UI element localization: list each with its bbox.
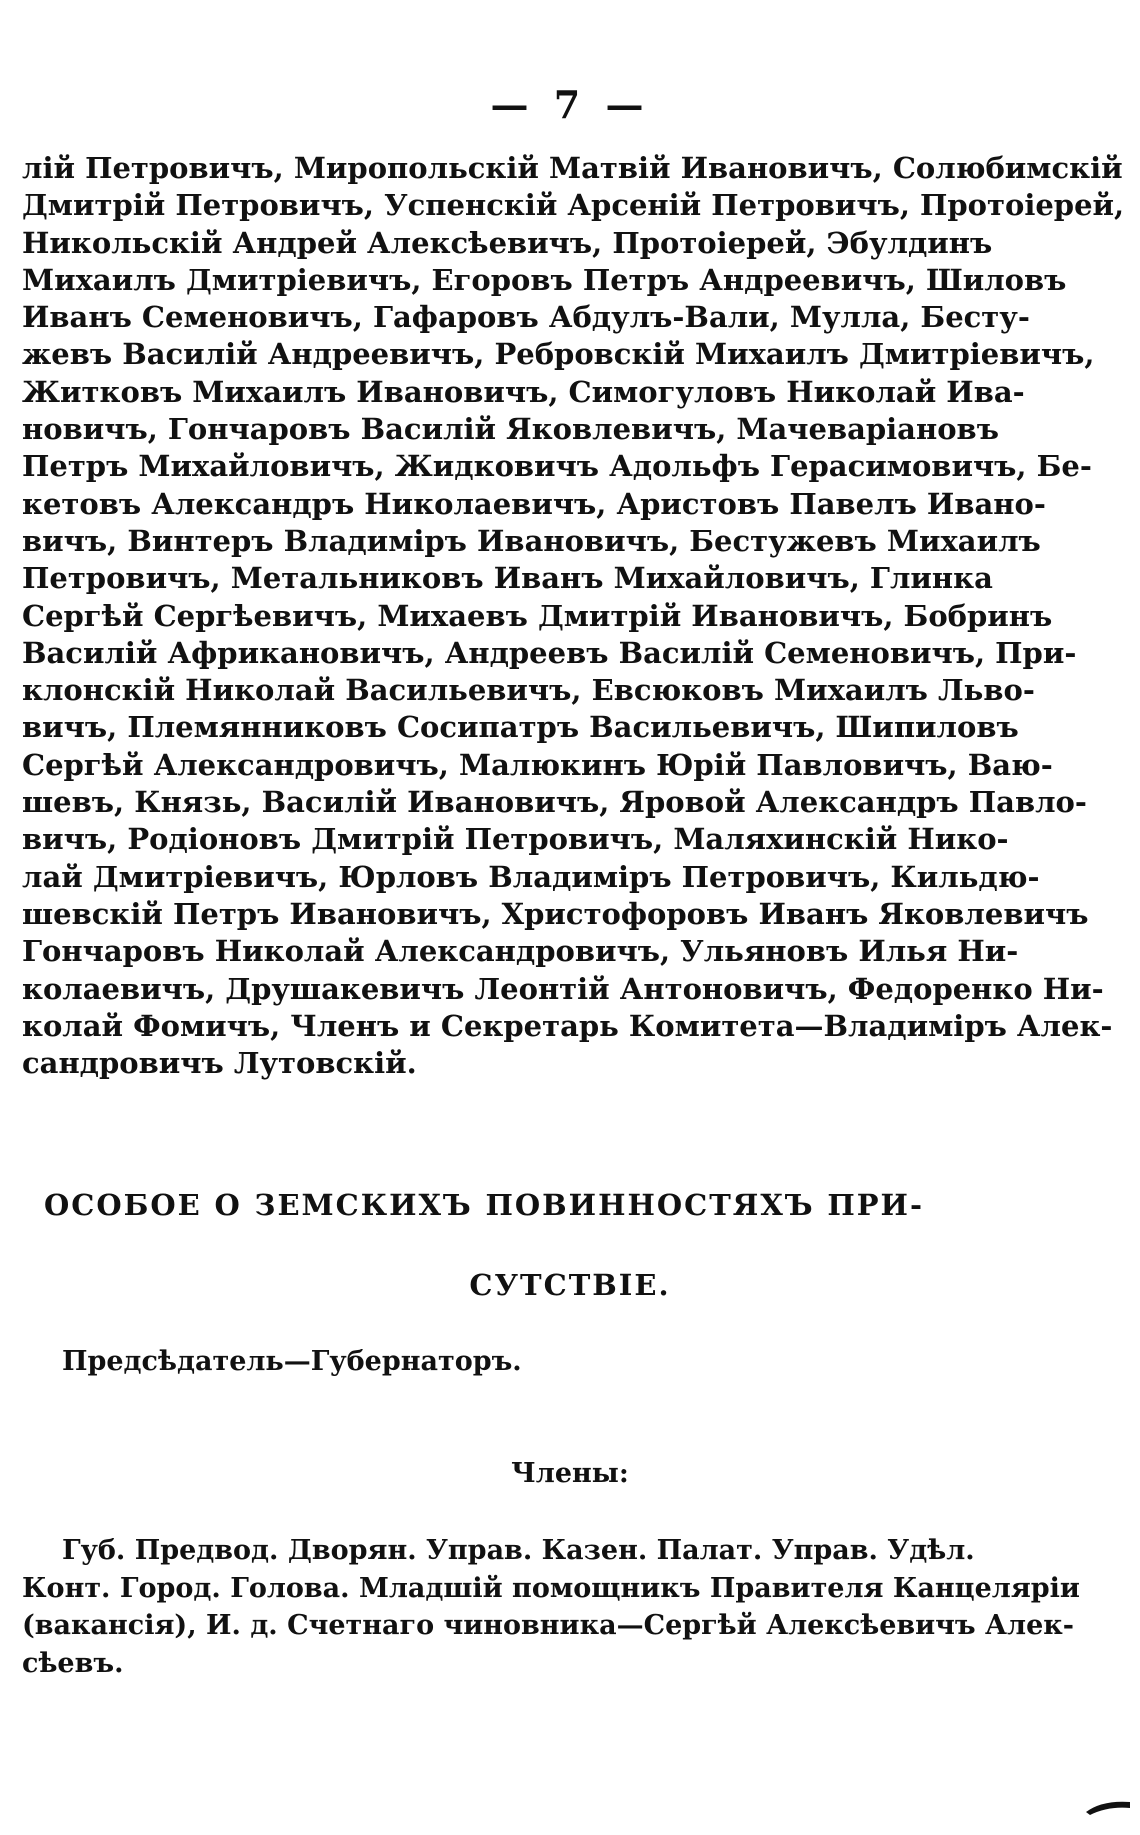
- list-line: Василій Африкановичъ, Андреевъ Василій Семеновичъ, При-: [22, 635, 1077, 670]
- list-line: лій Петровичъ, Миропольскій Матвій Ивановичъ, Солюбимскій: [22, 151, 1123, 185]
- list-line: новичъ, Гончаровъ Василій Яковлевичъ, Мачеваріановъ: [22, 412, 999, 447]
- list-line: шевскій Петръ Ивановичъ, Христофоровъ Иванъ Яковлевичъ: [22, 896, 1089, 931]
- list-line: Иванъ Семеновичъ, Гафаровъ Абдулъ-Вали, Мулла, Бесту-: [22, 300, 1030, 335]
- list-line: Сергѣй Александровичъ, Малюкинъ Юрій Павловичъ, Ваю-: [22, 747, 1053, 782]
- members-paragraph: [22, 1532, 1080, 1682]
- list-line: Дмитрій Петровичъ, Успенскій Арсеній Петровичъ, Протоіерей,: [22, 188, 1125, 223]
- list-line: жевъ Василій Андреевичъ, Ребровскій Михаилъ Дмитріевичъ,: [22, 337, 1095, 372]
- list-line: Никольскій Андрей Алексѣевичъ, Протоіерей, Эбулдинъ: [22, 225, 993, 260]
- ink-smudge-mark: [1084, 1798, 1132, 1816]
- list-line: лай Дмитріевичъ, Юрловъ Владиміръ Петровичъ, Кильдю-: [22, 859, 1040, 894]
- list-line: шевъ, Князь, Василій Ивановичъ, Яровой Александръ Павло-: [22, 785, 1087, 820]
- section-title-line1: ОСОБОЕ О ЗЕМСКИХЪ ПОВИННОСТЯХЪ ПРИ-: [44, 1188, 924, 1222]
- list-line: вичъ, Винтеръ Владиміръ Ивановичъ, Бестужевъ Михаилъ: [22, 523, 1041, 558]
- list-line: колай Фомичъ, Членъ и Секретарь Комитета—Владиміръ Алек-: [22, 1008, 1113, 1043]
- list-line: вичъ, Родіоновъ Дмитрій Петровичъ, Маляхинскій Нико-: [22, 822, 1009, 857]
- list-line: Петръ Михайловичъ, Жидковичъ Адольфъ Герасимовичъ, Бе-: [22, 449, 1092, 484]
- list-line: Сергѣй Сергѣевичъ, Михаевъ Дмитрій Ивановичъ, Бобринъ: [22, 598, 1053, 633]
- list-line: сандровичъ Лутовскій.: [22, 1046, 417, 1081]
- list-line: колаевичъ, Друшакевичъ Леонтій Антоновичъ, Федоренко Ни-: [22, 971, 1104, 1006]
- member-list: [22, 150, 1125, 1082]
- members-line: Конт. Город. Голова. Младшій помощникъ Правителя Канцеляріи: [22, 1572, 1080, 1604]
- members-line: Губ. Предвод. Дворян. Управ. Казен. Палат. Управ. Удѣл.: [62, 1535, 975, 1566]
- list-line: клонскій Николай Васильевичъ, Евсюковъ Михаилъ Льво-: [22, 673, 1035, 708]
- list-line: Гончаровъ Николай Александровичъ, Ульяновъ Илья Ни-: [22, 934, 1019, 969]
- page-number: — 7 —: [490, 82, 650, 127]
- section-title-line2: СУТСТВІЕ.: [469, 1268, 671, 1302]
- list-line: Житковъ Михаилъ Ивановичъ, Симогуловъ Николай Ива-: [22, 374, 1025, 409]
- list-line: кетовъ Александръ Николаевичъ, Аристовъ Павелъ Ивано-: [22, 486, 1046, 521]
- members-heading: Члены:: [511, 1458, 629, 1489]
- members-line: сѣевъ.: [22, 1647, 124, 1679]
- list-line: вичъ, Племянниковъ Сосипатръ Васильевичъ, Шипиловъ: [22, 710, 1019, 745]
- list-line: Михаилъ Дмитріевичъ, Егоровъ Петръ Андреевичъ, Шиловъ: [22, 262, 1067, 297]
- list-line: Петровичъ, Метальниковъ Иванъ Михайловичъ, Глинка: [22, 561, 993, 596]
- chairman-line: Предсѣдатель—Губернаторъ.: [62, 1346, 522, 1377]
- members-line: (вакансія), И. д. Счетнаго чиновника—Сергѣй Алексѣевичъ Алек-: [22, 1610, 1074, 1641]
